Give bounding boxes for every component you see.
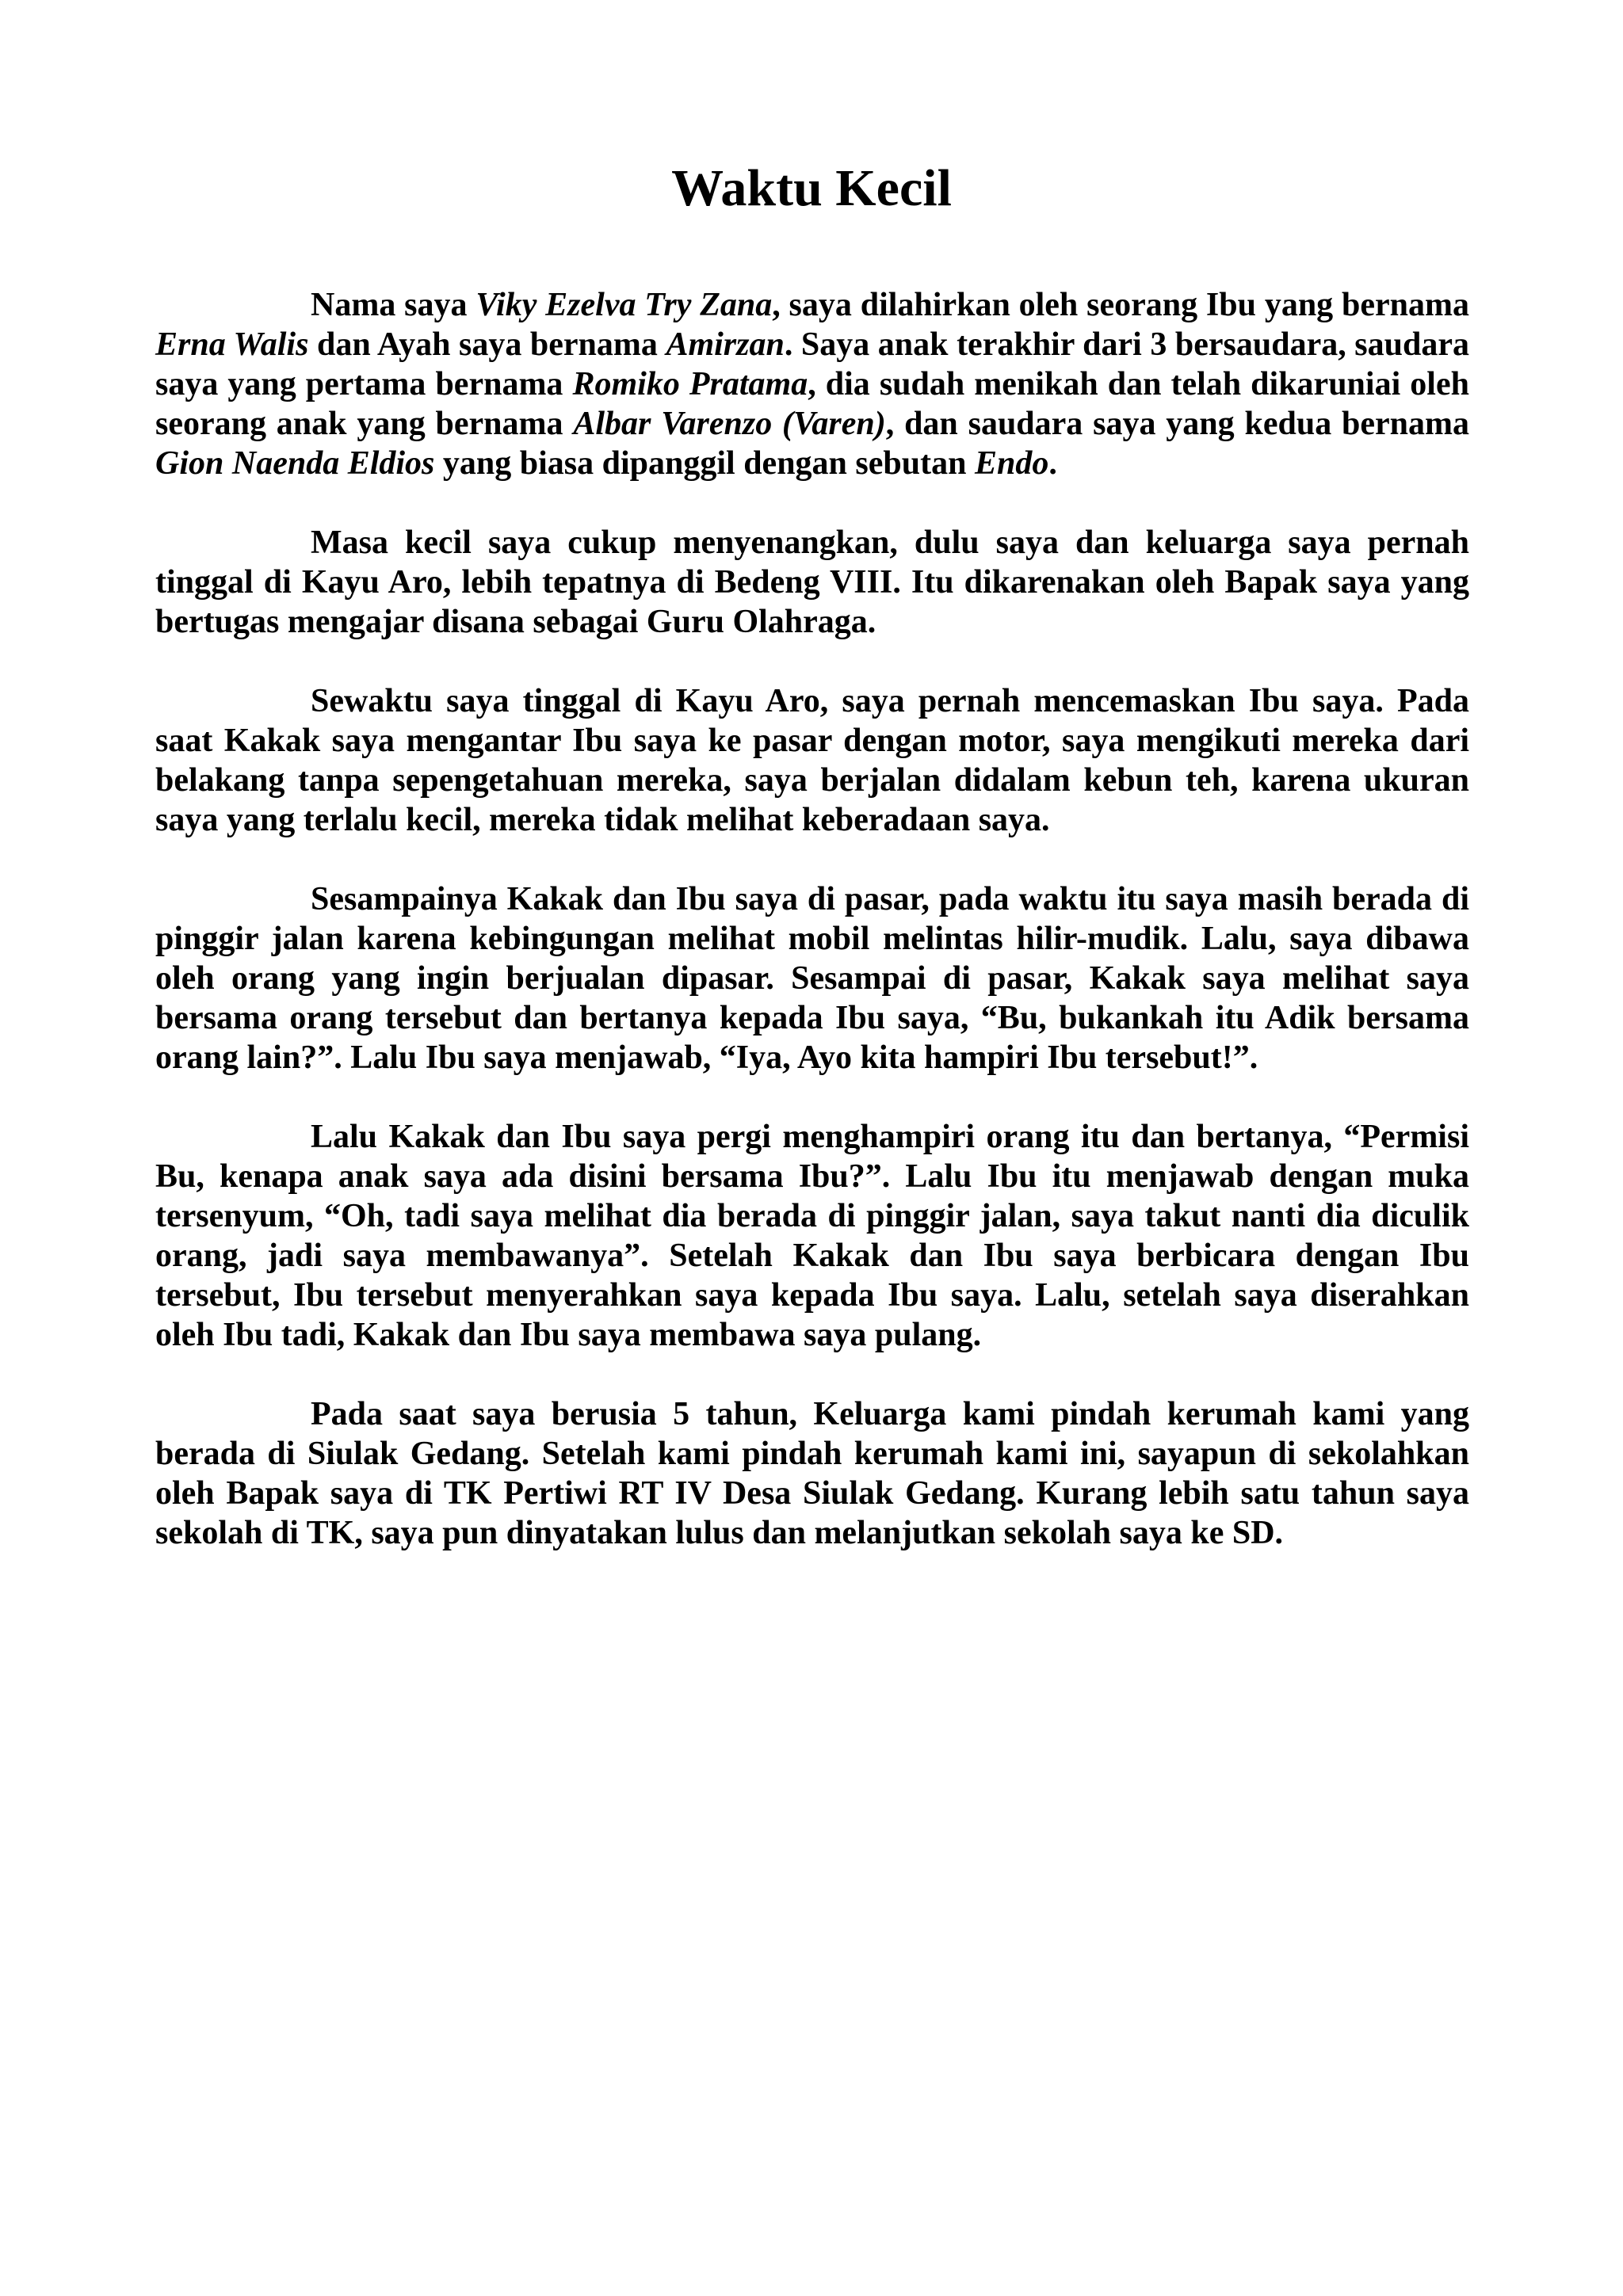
text-segment: , saya dilahirkan oleh seorang Ibu yang bernama [772, 287, 1469, 323]
text-segment: dan Ayah saya bernama [308, 326, 666, 363]
paragraph-kayu-aro [155, 523, 1469, 642]
text-segment: . Saya anak terakhir dari 3 bersaudara, saudara saya yang pertama bernama [155, 326, 1469, 402]
paragraph-school [155, 1394, 1469, 1553]
text-segment: Sesampainya Kakak dan Ibu saya di pasar, pada waktu itu saya masih berada di pinggir jalan karena kebingungan melihat mobil melintas hilir-mudik. Lalu, saya dibawa oleh orang yang ingin berjualan dipasar. Sesampai di pasar, Kakak saya melihat saya bersama orang tersebut dan bertanya kepada Ibu saya, “Bu, bukankah itu Adik bersama orang lain?”. Lalu Ibu saya menjawab, “Iya, Ayo kita hampiri Ibu tersebut!”. [155, 881, 1469, 1076]
text-segment: Masa kecil saya cukup menyenangkan, dulu saya dan keluarga saya pernah tinggal di Kayu Aro, lebih tepatnya di Bedeng VIII. Itu dikarenakan oleh Bapak saya yang bertugas mengajar disana sebagai Guru Olahraga. [155, 524, 1469, 640]
text-segment: Nama saya [311, 287, 476, 323]
name-amirzan: Amirzan [666, 326, 785, 363]
text-segment: Lalu Kakak dan Ibu saya pergi menghampiri orang itu dan bertanya, “Permisi Bu, kenapa anak saya ada disini bersama Ibu?”. Lalu Ibu itu menjawab dengan muka tersenyum, “Oh, tadi saya melihat dia berada di pinggir jalan, saya takut nanti dia diculik orang, jadi saya membawanya”. Setelah Kakak dan Ibu saya berbicara dengan Ibu tersebut, Ibu tersebut menyerahkan saya kepada Ibu saya. Lalu, setelah saya diserahkan oleh Ibu tadi, Kakak dan Ibu saya membawa saya pulang. [155, 1119, 1469, 1353]
text-segment: yang biasa dipanggil dengan sebutan [434, 445, 975, 482]
paragraph-family [155, 285, 1469, 483]
name-albar: Albar Varenzo (Varen) [573, 406, 886, 442]
paragraph-market [155, 879, 1469, 1077]
text-segment: Pada saat saya berusia 5 tahun, Keluarga kami pindah kerumah kami yang berada di Siulak Gedang. Setelah kami pindah kerumah kami ini, sayapun di sekolahkan oleh Bapak saya di TK Pertiwi RT IV Desa Siulak Gedang. Kurang lebih satu tahun saya sekolah di TK, saya pun dinyatakan lulus dan melanjutkan sekolah saya ke SD. [155, 1396, 1469, 1551]
name-viky: Viky Ezelva Try Zana [475, 287, 773, 323]
text-segment: . [1048, 445, 1057, 482]
text-segment: Sewaktu saya tinggal di Kayu Aro, saya pernah mencemaskan Ibu saya. Pada saat Kakak saya mengantar Ibu saya ke pasar dengan motor, saya mengikuti mereka dari belakang tanpa sepengetahuan mereka, saya berjalan didalam kebun teh, karena ukuran saya yang terlalu kecil, mereka tidak melihat keberadaan saya. [155, 683, 1469, 838]
paragraph-worry [155, 681, 1469, 840]
name-erna: Erna Walis [155, 326, 309, 363]
paragraph-found [155, 1117, 1469, 1355]
name-endo: Endo [974, 445, 1049, 482]
name-romiko: Romiko Pratama [572, 366, 808, 402]
text-segment: , dan saudara saya yang kedua bernama [885, 406, 1469, 442]
page-title: Waktu Kecil [671, 159, 952, 217]
document-body [155, 285, 1469, 1592]
name-gion: Gion Naenda Eldios [155, 445, 435, 482]
text-segment: , dia sudah menikah dan telah dikaruniai oleh seorang anak yang bernama [155, 366, 1469, 442]
